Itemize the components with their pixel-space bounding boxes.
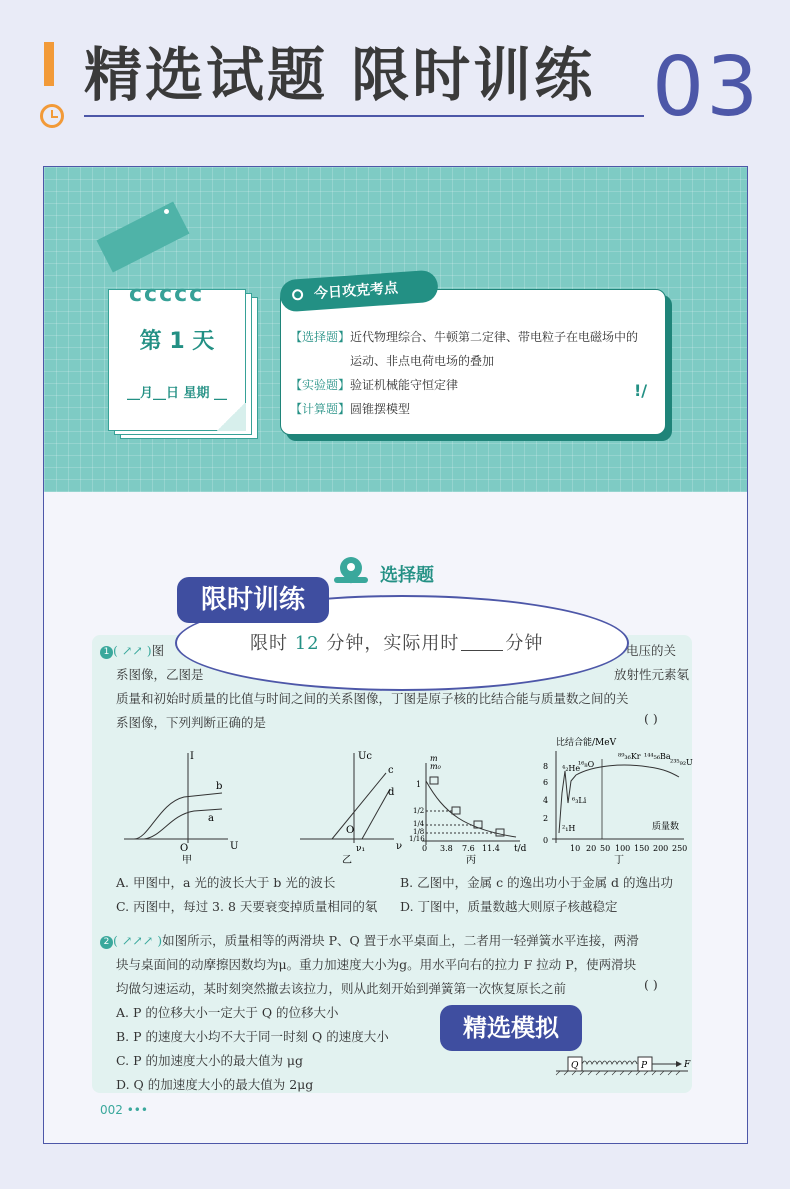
- key-point-tag: 【实验题】: [290, 378, 351, 392]
- yi-y-label: Uc: [358, 751, 373, 762]
- q1-difficulty: ( ↗↗ ): [113, 643, 152, 658]
- ding-x-tick: 100: [615, 844, 631, 853]
- key-points-list: [290, 325, 660, 421]
- key-point-row: [290, 325, 660, 349]
- page-number: 002 •••: [100, 1103, 148, 1117]
- tab-dot-icon: [292, 289, 304, 301]
- jia-curve-b: b: [216, 781, 223, 792]
- yi-origin: O: [346, 825, 355, 836]
- yi-line-d: d: [388, 787, 395, 798]
- ding-y-tick: 6: [543, 778, 549, 787]
- figure-jia: [124, 751, 238, 866]
- key-point-tag: 【计算题】: [290, 402, 351, 416]
- force-label: F: [684, 1060, 691, 1070]
- ding-nuclide: ¹⁴⁴₅₆Ba: [644, 752, 671, 761]
- q2-option-a: A. P 的位移大小一定大于 Q 的位移大小: [116, 1005, 339, 1020]
- q1-figures: [104, 733, 694, 873]
- q1-number-badge: 1: [100, 646, 113, 659]
- bing-y-tick: 1: [416, 780, 422, 789]
- section-number: 03: [652, 40, 761, 135]
- bing-x-tick: 11.4: [482, 844, 500, 853]
- calendar-date: __月__日 星期 __: [126, 386, 228, 401]
- q1-line-4: 系图像，下列判断正确的是: [116, 715, 267, 730]
- ding-x-tick: 200: [653, 844, 669, 853]
- ding-x-tick: 10: [570, 844, 581, 853]
- figure-ding: [543, 736, 693, 866]
- bing-y-tick: 1/4: [413, 820, 425, 828]
- tape-dot: [164, 209, 169, 214]
- bing-y-tick: 1/16: [409, 835, 425, 843]
- q1-answer-blank: ( ): [644, 711, 658, 726]
- key-point-text: 圆锥摆模型: [350, 402, 411, 416]
- section-title: 选择题: [380, 565, 434, 586]
- timer-blank: [461, 650, 503, 651]
- timer-minutes: 12: [294, 633, 320, 654]
- q2-line1-text: 如图所示，质量相等的两滑块 P、Q 置于水平桌面上，二者用一轻弹簧水平连接，两滑: [162, 933, 639, 948]
- ding-x-label: 质量数: [652, 822, 680, 832]
- yi-caption: 乙: [342, 855, 352, 866]
- book-page: [43, 166, 748, 1144]
- q2-option-b: B. P 的速度大小均不大于同一时刻 Q 的速度大小: [116, 1029, 389, 1044]
- header-underline: [84, 115, 644, 117]
- bing-y-tick: 1/2: [413, 807, 425, 815]
- calendar-rings: ccccc: [129, 282, 205, 307]
- yi-x-label: ν: [396, 841, 403, 852]
- block-q-label: Q: [571, 1061, 579, 1071]
- ding-y-tick: 2: [543, 814, 549, 823]
- page-curl: [216, 403, 246, 431]
- ding-caption: 丁: [614, 855, 624, 866]
- q1-option-c: C. 丙图中，每过 3. 8 天要衰变掉质量相同的氡: [116, 899, 378, 914]
- page-title: 精选试题 限时训练: [84, 41, 596, 109]
- bing-y-den: m₀: [430, 762, 441, 771]
- key-point-text: 运动、非点电荷电场的叠加: [350, 354, 495, 368]
- exclamation-icon: !/: [634, 381, 648, 400]
- bing-y-num: m: [430, 754, 438, 763]
- q1-line1-end: 电压的关: [626, 643, 677, 658]
- q1-line-3: 质量和初始时质量的比值与时间之间的关系图像，丁图是原子核的比结合能与质量数之间的关: [116, 691, 629, 706]
- key-point-text: 近代物理综合、牛顿第二定律、带电粒子在电磁场中的: [350, 330, 639, 344]
- jia-x-label: U: [230, 841, 239, 852]
- ding-x-tick: 250: [672, 844, 688, 853]
- yi-x-tick: ν₁: [356, 844, 366, 854]
- q1-line-1: [100, 639, 164, 663]
- q2-answer-blank: ( ): [644, 977, 658, 992]
- ding-x-tick: 50: [600, 844, 611, 853]
- clock-icon: [40, 104, 64, 128]
- training-label: 限时训练: [177, 577, 329, 623]
- ding-nuclide: ²₁H: [562, 824, 576, 833]
- ding-y-tick: 0: [543, 836, 549, 845]
- ding-nuclide: ¹⁶₈O: [578, 760, 595, 769]
- ding-x-tick: 20: [586, 844, 597, 853]
- q1-option-d: D. 丁图中，质量数越大则原子核越稳定: [400, 899, 618, 914]
- jia-origin: O: [180, 843, 189, 854]
- calendar-day: 第 1 天: [139, 329, 215, 354]
- q1-option-b: B. 乙图中，金属 c 的逸出功小于金属 d 的逸出功: [400, 875, 674, 890]
- key-point-text: 验证机械能守恒定律: [350, 378, 459, 392]
- q2-option-d: D. Q 的加速度大小的最大值为 2μg: [116, 1077, 314, 1092]
- q2-line-3: 均做匀速运动，某时刻突然撤去该拉力，则从此刻开始到弹簧第一次恢复原长之前: [116, 981, 567, 996]
- q1-line2-start: 系图像，乙图是: [116, 667, 204, 682]
- key-point-row: [290, 349, 660, 373]
- ding-nuclide: ⁸⁹₃₆Kr: [618, 752, 641, 761]
- timer-middle: 分钟，实际用时: [326, 633, 460, 654]
- ding-nuclide: ⁶₃Li: [572, 796, 587, 805]
- location-pin-dot: [347, 563, 355, 571]
- key-point-row: [290, 373, 660, 397]
- ding-x-tick: 150: [634, 844, 650, 853]
- selected-label: 精选模拟: [440, 1005, 582, 1051]
- ding-nuclide: ⁴₂He: [562, 764, 581, 773]
- q2-option-c: C. P 的加速度大小的最大值为 μg: [116, 1053, 304, 1068]
- timer-text: [250, 629, 543, 655]
- q2-difficulty: ( ↗↗↗ ): [113, 933, 163, 948]
- q2-line-1: [100, 929, 639, 953]
- block-p-label: P: [641, 1061, 648, 1071]
- q2-figure: [552, 1051, 692, 1077]
- q1-line1-start: 图: [151, 643, 165, 658]
- bing-x-tick: 7.6: [462, 844, 475, 853]
- bing-caption: 丙: [466, 855, 476, 866]
- yi-line-c: c: [388, 765, 394, 776]
- ding-y-tick: 4: [543, 796, 549, 805]
- key-points-tab-label: 今日攻克考点: [313, 280, 399, 303]
- q2-number-badge: 2: [100, 936, 113, 949]
- bing-x-label: t/d: [514, 844, 527, 854]
- ding-y-label: 比结合能/MeV: [556, 738, 617, 748]
- q1-option-a: A. 甲图中，a 光的波长大于 b 光的波长: [116, 875, 336, 890]
- bing-y-tick: 1/8: [413, 828, 425, 836]
- location-pin-base: [334, 577, 368, 583]
- figure-yi: [300, 751, 402, 866]
- key-point-row: [290, 397, 660, 421]
- ding-nuclide: ²³⁵₉₂U: [670, 758, 693, 767]
- figure-bing: [409, 754, 527, 866]
- ding-y-tick: 8: [543, 762, 549, 771]
- q1-line2-end: 放射性元素氡: [614, 667, 690, 682]
- jia-caption: 甲: [182, 855, 192, 866]
- timer-suffix: 分钟: [505, 633, 544, 654]
- bing-x-tick: 3.8: [440, 844, 453, 853]
- header-accent-bar: [44, 42, 54, 86]
- timer-prefix: 限时: [250, 633, 288, 654]
- q2-line-2: 块与桌面间的动摩擦因数均为μ。重力加速度大小为g。用水平向右的拉力 F 拉动 P，使两滑块: [116, 957, 637, 972]
- key-point-tag: 【选择题】: [290, 330, 351, 344]
- jia-y-label: I: [190, 751, 194, 762]
- bing-x-tick: 0: [422, 844, 428, 853]
- jia-curve-a: a: [208, 813, 214, 824]
